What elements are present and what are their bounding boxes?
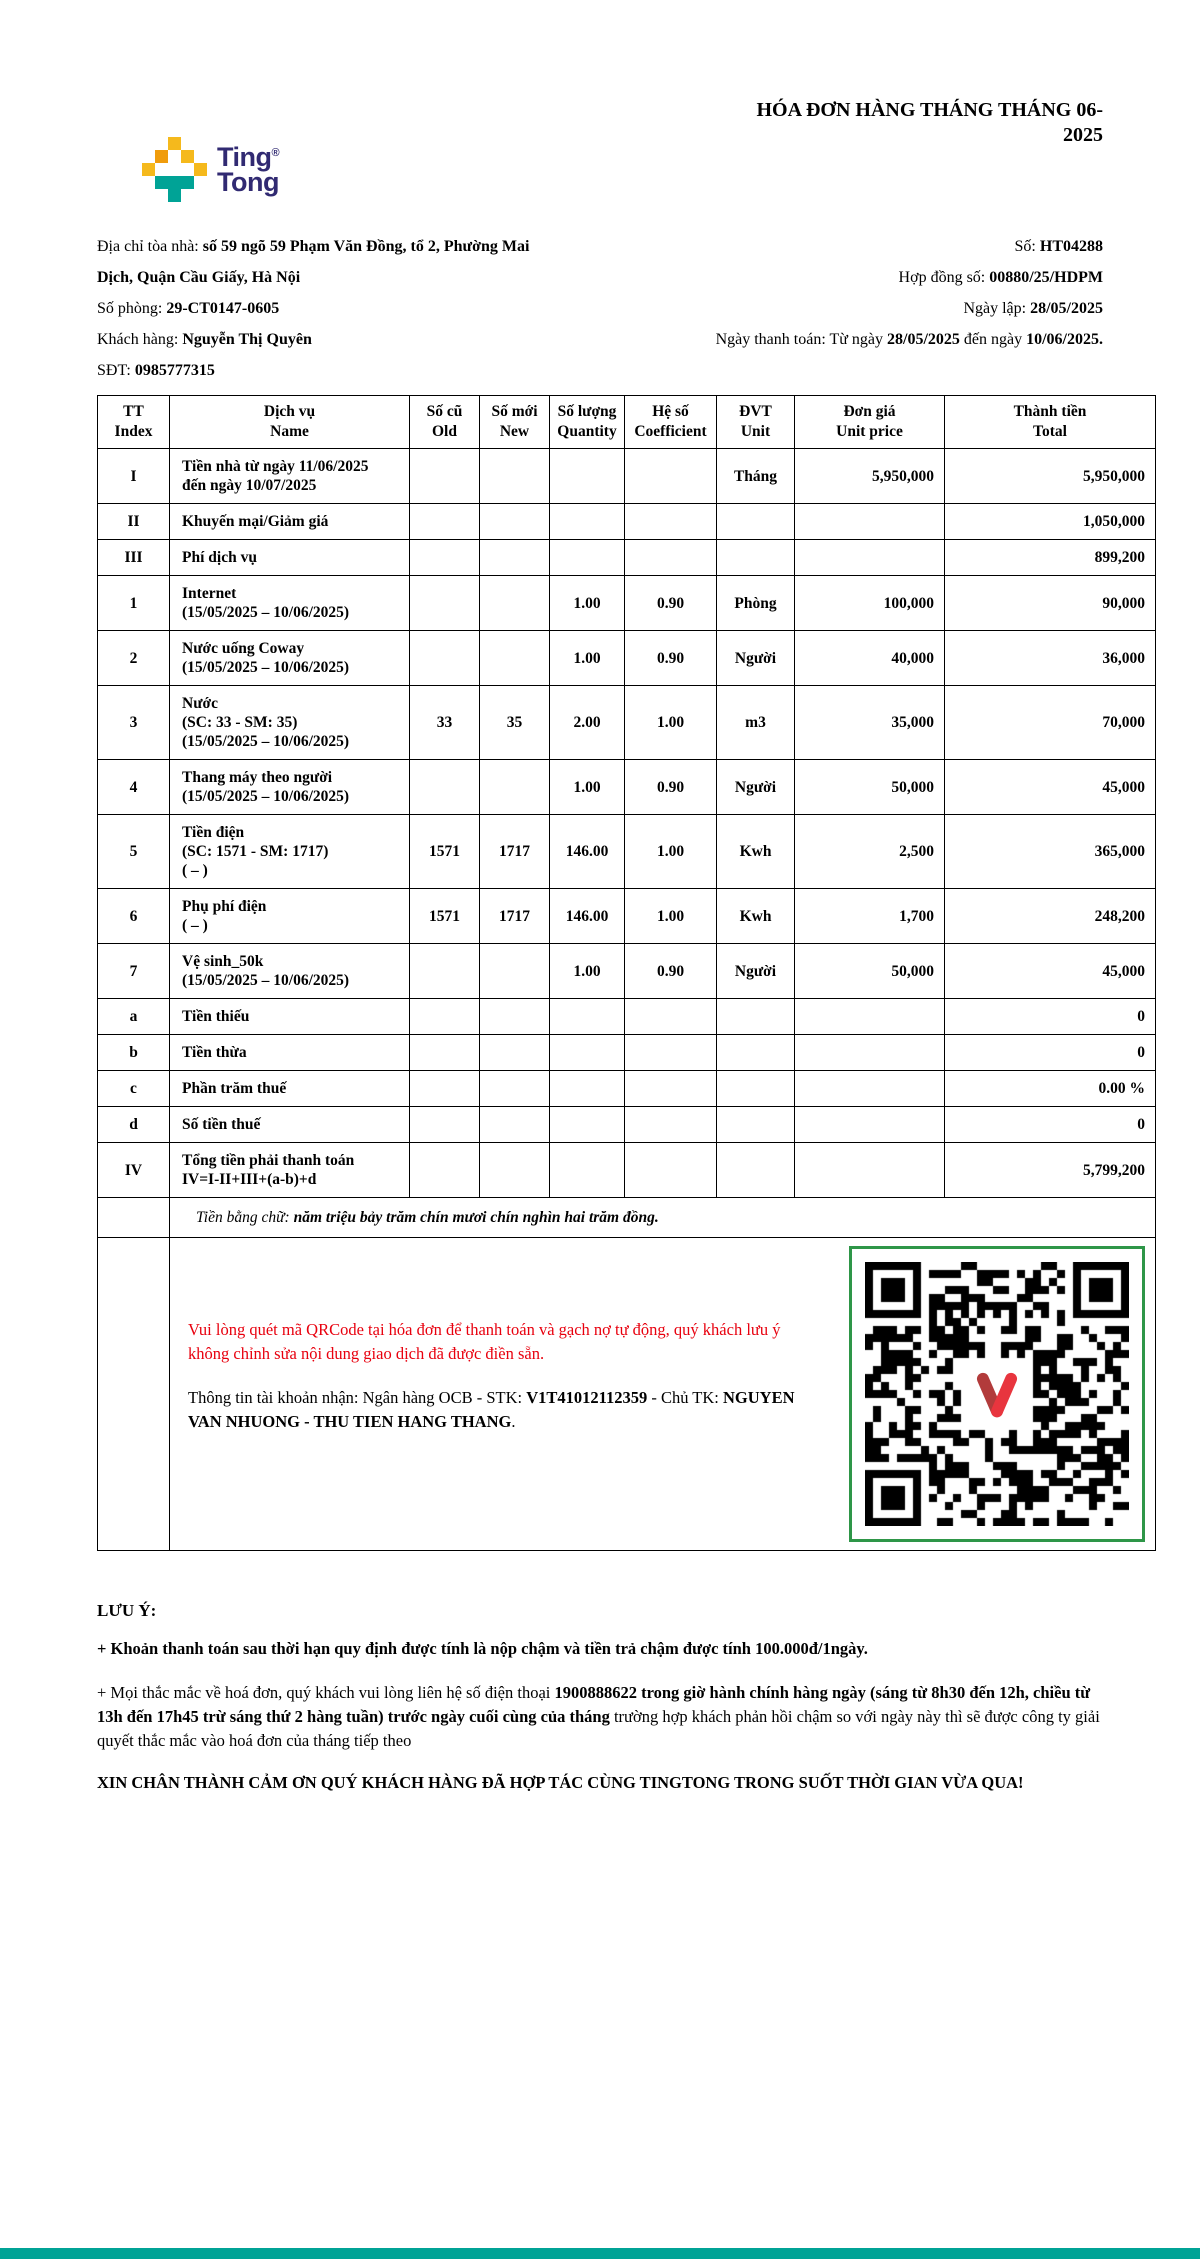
cell-tt: b: [98, 1035, 170, 1071]
invoice-table: [97, 395, 1156, 1551]
tingtong-logo-icon: [142, 137, 207, 202]
cell-new: [480, 1107, 550, 1143]
cell-tt: 4: [98, 760, 170, 815]
cell-new: 1717: [480, 815, 550, 889]
cell-total: 1,050,000: [945, 504, 1156, 540]
cell-name: Tiền thiếu: [170, 999, 410, 1035]
column-header-unit: ĐVT Unit: [717, 396, 795, 449]
cell-total: 90,000: [945, 576, 1156, 631]
cell-new: [480, 1143, 550, 1198]
cell-name: Nước uống Coway (15/05/2025 – 10/06/2025): [170, 631, 410, 686]
cell-tt: I: [98, 449, 170, 504]
cell-name: Số tiền thuế: [170, 1107, 410, 1143]
cell-tt: 1: [98, 576, 170, 631]
cell-unit: [717, 1143, 795, 1198]
invoice-number: Số: HT04288: [1014, 238, 1103, 255]
cell-old: [410, 999, 480, 1035]
cell-new: [480, 449, 550, 504]
info-left: [97, 231, 697, 386]
cell-unit: [717, 1107, 795, 1143]
cell-new: [480, 1035, 550, 1071]
cell-qty: [550, 1071, 625, 1107]
column-header-name: Dịch vụ Name: [170, 396, 410, 449]
column-header-total: Thành tiền Total: [945, 396, 1156, 449]
cell-qty: 1.00: [550, 760, 625, 815]
cell-qty: 2.00: [550, 686, 625, 760]
cell-name: Thang máy theo người (15/05/2025 – 10/06/2025): [170, 760, 410, 815]
column-header-price: Đơn giá Unit price: [795, 396, 945, 449]
cell-coef: 0.90: [625, 944, 717, 999]
cell-total: 45,000: [945, 760, 1156, 815]
cell-coef: [625, 449, 717, 504]
cell-old: [410, 504, 480, 540]
hotline-note: + Mọi thắc mắc về hoá đơn, quý khách vui lòng liên hệ số điện thoại 1900888622 trong giờ hành chính hàng ngày (sáng từ 8h30 đến 12h, chiều từ 13h đến 17h45 trừ sáng thứ 2 hàng tuần) trước ngày cuối cùng của tháng trường hợp khách phản hồi chậm so với ngày này thì sẽ được công ty giải quyết thắc mắc vào hoá đơn của tháng tiếp theo: [97, 1683, 1100, 1750]
cell-coef: 0.90: [625, 576, 717, 631]
cell-name: Nước (SC: 33 - SM: 35) (15/05/2025 – 10/06/2025): [170, 686, 410, 760]
issue-date: Ngày lập: 28/05/2025: [963, 300, 1103, 317]
table-row-7: [98, 944, 1156, 999]
cell-price: [795, 1035, 945, 1071]
cell-qty: [550, 1035, 625, 1071]
qr-instruction-text: Vui lòng quét mã QRCode tại hóa đơn để thanh toán và gạch nợ tự động, quý khách lưu ý không chỉnh sửa nội dung giao dịch đã được điền sẵn.: [188, 1320, 781, 1363]
column-header-coef: Hệ số Coefficient: [625, 396, 717, 449]
cell-tt: d: [98, 1107, 170, 1143]
cell-name: Vệ sinh_50k (15/05/2025 – 10/06/2025): [170, 944, 410, 999]
room-number: Số phòng: 29-CT0147-0605: [97, 300, 280, 317]
cell-qty: [550, 449, 625, 504]
cell-old: [410, 760, 480, 815]
cell-total: 0: [945, 1107, 1156, 1143]
cell-qty: 146.00: [550, 889, 625, 944]
logo-line2: Tong: [217, 167, 279, 197]
table-row-5: [98, 815, 1156, 889]
cell-price: 2,500: [795, 815, 945, 889]
table-row-II: [98, 504, 1156, 540]
cell-price: [795, 1143, 945, 1198]
cell-old: [410, 1143, 480, 1198]
column-header-old: Số cũ Old: [410, 396, 480, 449]
cell-tt: II: [98, 504, 170, 540]
cell-unit: Người: [717, 760, 795, 815]
cell-tt: c: [98, 1071, 170, 1107]
cell-price: 40,000: [795, 631, 945, 686]
cell-coef: [625, 1107, 717, 1143]
cell-coef: 0.90: [625, 760, 717, 815]
cell-unit: Kwh: [717, 815, 795, 889]
invoice-title: HÓA ĐƠN HÀNG THÁNG THÁNG 06- 2025: [756, 99, 1103, 146]
logo-line1: Ting: [217, 142, 272, 172]
cell-coef: [625, 999, 717, 1035]
cell-total: 5,950,000: [945, 449, 1156, 504]
cell-new: [480, 1071, 550, 1107]
cell-coef: 1.00: [625, 889, 717, 944]
invoice-header: [97, 95, 1155, 235]
cell-empty: [98, 1198, 170, 1238]
cell-total: 0: [945, 999, 1156, 1035]
cell-unit: Kwh: [717, 889, 795, 944]
cell-unit: [717, 1035, 795, 1071]
table-row-b: [98, 1035, 1156, 1071]
cell-total: 0.00 %: [945, 1071, 1156, 1107]
cell-qty: [550, 999, 625, 1035]
cell-total: 0: [945, 1035, 1156, 1071]
cell-new: [480, 999, 550, 1035]
cell-name: Tiền điện (SC: 1571 - SM: 1717) ( – ): [170, 815, 410, 889]
notes-heading: LƯU Ý:: [97, 1601, 157, 1620]
cell-qty: 146.00: [550, 815, 625, 889]
table-row-3: [98, 686, 1156, 760]
cell-old: 1571: [410, 815, 480, 889]
cell-price: 50,000: [795, 944, 945, 999]
table-row-1: [98, 576, 1156, 631]
cell-price: 35,000: [795, 686, 945, 760]
cell-price: [795, 1107, 945, 1143]
table-row-d: [98, 1107, 1156, 1143]
cell-unit: [717, 540, 795, 576]
cell-name: Tiền nhà từ ngày 11/06/2025 đến ngày 10/07/2025: [170, 449, 410, 504]
cell-unit: [717, 999, 795, 1035]
cell-price: [795, 540, 945, 576]
cell-total: 70,000: [945, 686, 1156, 760]
cell-price: 100,000: [795, 576, 945, 631]
cell-new: 1717: [480, 889, 550, 944]
cell-coef: 0.90: [625, 631, 717, 686]
account-holder: NGUYEN VAN NHUONG - THU TIEN HANG THANG: [188, 1388, 795, 1431]
cell-tt: 2: [98, 631, 170, 686]
cell-old: [410, 944, 480, 999]
contract-number: Hợp đồng số: 00880/25/HDPM: [898, 269, 1103, 286]
cell-qty: 1.00: [550, 631, 625, 686]
amount-in-words: Tiền bằng chữ: năm triệu bảy trăm chín mươi chín nghìn hai trăm đồng.: [170, 1198, 1156, 1238]
customer-phone: SĐT: 0985777315: [97, 362, 215, 379]
notes-section: [97, 1599, 1105, 1795]
table-row-a: [98, 999, 1156, 1035]
registered-mark: ®: [271, 147, 280, 159]
cell-old: 1571: [410, 889, 480, 944]
building-address: Địa chỉ tòa nhà: số 59 ngõ 59 Phạm Văn Đồng, tổ 2, Phường Mai Dịch, Quận Cầu Giấy, Hà Nội: [97, 238, 530, 286]
account-number: V1T41012112359: [526, 1388, 648, 1407]
cell-price: [795, 999, 945, 1035]
cell-tt: 6: [98, 889, 170, 944]
table-row-2: [98, 631, 1156, 686]
customer-name: Khách hàng: Nguyễn Thị Quyên: [97, 331, 312, 348]
cell-unit: Phòng: [717, 576, 795, 631]
amount-in-words-row: [98, 1198, 1156, 1238]
payment-period: Ngày thanh toán: Từ ngày 28/05/2025 đến ngày 10/06/2025.: [715, 331, 1103, 348]
cell-unit: [717, 1071, 795, 1107]
column-header-qty: Số lượng Quantity: [550, 396, 625, 449]
cell-total: 45,000: [945, 944, 1156, 999]
cell-coef: [625, 504, 717, 540]
cell-unit: Người: [717, 944, 795, 999]
cell-old: 33: [410, 686, 480, 760]
cell-price: [795, 1071, 945, 1107]
cell-price: [795, 504, 945, 540]
cell-new: [480, 576, 550, 631]
cell-old: [410, 449, 480, 504]
qr-text-block: [180, 1318, 808, 1434]
cell-unit: m3: [717, 686, 795, 760]
qr-section: [170, 1238, 1156, 1551]
cell-qty: [550, 540, 625, 576]
cell-coef: [625, 1071, 717, 1107]
cell-empty: [98, 1238, 170, 1551]
cell-unit: [717, 504, 795, 540]
cell-price: 1,700: [795, 889, 945, 944]
cell-tt: IV: [98, 1143, 170, 1198]
cell-tt: a: [98, 999, 170, 1035]
cell-total: 365,000: [945, 815, 1156, 889]
cell-tt: 3: [98, 686, 170, 760]
column-header-new: Số mới New: [480, 396, 550, 449]
late-payment-note: + Khoản thanh toán sau thời hạn quy định được tính là nộp chậm và tiền trả chậm được tính 100.000đ/1ngày.: [97, 1639, 868, 1658]
qr-row: [98, 1238, 1156, 1551]
footer-bar: [0, 2248, 1200, 2259]
cell-name: Tổng tiền phải thanh toán IV=I-II+III+(a-b)+d: [170, 1143, 410, 1198]
cell-total: 5,799,200: [945, 1143, 1156, 1198]
cell-total: 899,200: [945, 540, 1156, 576]
cell-qty: 1.00: [550, 944, 625, 999]
cell-qty: 1.00: [550, 576, 625, 631]
table-row-III: [98, 540, 1156, 576]
logo-wordmark: [217, 141, 279, 195]
cell-coef: [625, 1035, 717, 1071]
tingtong-logo: [142, 137, 279, 202]
cell-price: 50,000: [795, 760, 945, 815]
cell-old: [410, 576, 480, 631]
vietqr-v-icon: [965, 1362, 1029, 1426]
cell-name: Tiền thừa: [170, 1035, 410, 1071]
cell-qty: [550, 1143, 625, 1198]
cell-tt: III: [98, 540, 170, 576]
table-row-I: [98, 449, 1156, 504]
cell-new: [480, 760, 550, 815]
table-row-4: [98, 760, 1156, 815]
cell-old: [410, 1071, 480, 1107]
account-info-text: Thông tin tài khoản nhận: Ngân hàng OCB - STK: V1T41012112359 - Chủ TK: NGUYEN VAN NHUONG - THU TIEN HANG THANG.: [188, 1388, 795, 1431]
cell-new: [480, 631, 550, 686]
invoice-info: [97, 231, 1155, 386]
cell-name: Phí dịch vụ: [170, 540, 410, 576]
cell-unit: Tháng: [717, 449, 795, 504]
cell-qty: [550, 504, 625, 540]
cell-qty: [550, 1107, 625, 1143]
table-row-c: [98, 1071, 1156, 1107]
cell-name: Phần trăm thuế: [170, 1071, 410, 1107]
cell-new: [480, 944, 550, 999]
cell-unit: Người: [717, 631, 795, 686]
cell-coef: [625, 540, 717, 576]
cell-coef: 1.00: [625, 815, 717, 889]
invoice-table-head-row: [98, 396, 1156, 449]
table-row-IV: [98, 1143, 1156, 1198]
cell-name: Internet (15/05/2025 – 10/06/2025): [170, 576, 410, 631]
cell-name: Phụ phí điện ( – ): [170, 889, 410, 944]
column-header-tt: TT Index: [98, 396, 170, 449]
qr-code: [849, 1246, 1145, 1542]
cell-old: [410, 540, 480, 576]
cell-total: 248,200: [945, 889, 1156, 944]
invoice-table-body: [98, 449, 1156, 1198]
cell-new: [480, 504, 550, 540]
cell-tt: 5: [98, 815, 170, 889]
cell-name: Khuyến mại/Giảm giá: [170, 504, 410, 540]
cell-tt: 7: [98, 944, 170, 999]
cell-total: 36,000: [945, 631, 1156, 686]
cell-price: 5,950,000: [795, 449, 945, 504]
cell-old: [410, 1107, 480, 1143]
cell-new: [480, 540, 550, 576]
cell-old: [410, 631, 480, 686]
cell-coef: 1.00: [625, 686, 717, 760]
cell-new: 35: [480, 686, 550, 760]
table-row-6: [98, 889, 1156, 944]
thank-you-note: XIN CHÂN THÀNH CẢM ƠN QUÝ KHÁCH HÀNG ĐÃ HỢP TÁC CÙNG TINGTONG TRONG SUỐT THỜI GIAN VỪA QUA!: [97, 1773, 1024, 1792]
info-right: [697, 231, 1155, 386]
cell-coef: [625, 1143, 717, 1198]
cell-old: [410, 1035, 480, 1071]
